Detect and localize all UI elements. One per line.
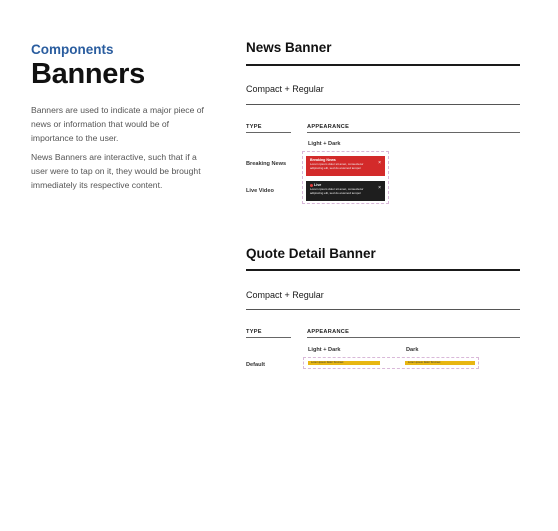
intro-paragraph-1: Banners are used to indicate a major piece of news or information that would be of importance to the user.: [31, 105, 204, 143]
variant-divider: [246, 104, 520, 105]
banner-examples-frame: [302, 151, 389, 204]
section-divider: [246, 64, 520, 66]
quote-banner-variant: Compact + Regular: [246, 290, 324, 300]
live-video-banner-title: Live: [314, 183, 322, 187]
breaking-news-banner[interactable]: [306, 156, 385, 176]
page-title: Banners: [31, 58, 145, 90]
type-column-header: TYPE: [246, 124, 262, 130]
appearance-column-header: APPEARANCE: [307, 124, 350, 130]
intro-panel: [31, 42, 209, 199]
breaking-news-banner-title: Breaking News: [310, 158, 336, 162]
variant-divider: [246, 309, 520, 310]
row-label-default: Default: [246, 362, 265, 368]
theme-label-light: Light + Dark: [308, 347, 341, 353]
appearance-column-rule: [307, 132, 520, 133]
section-eyebrow: Components: [31, 42, 114, 57]
appearance-column-rule: [307, 337, 520, 338]
intro-paragraph-2: News Banners are interactive, such that if a user were to tap on it, they would be brought immediately its respective content.: [31, 152, 201, 190]
quote-banner-section: [246, 246, 520, 376]
live-video-banner[interactable]: [306, 181, 385, 201]
type-column-rule: [246, 337, 291, 338]
news-banner-variant: Compact + Regular: [246, 84, 324, 94]
live-video-banner-text: Lorem ipsum dolor sit amet, consectetur adipiscing elit, sed do eiusmod tempor: [310, 187, 364, 195]
close-icon[interactable]: ×: [378, 160, 381, 166]
breaking-news-banner-text: Lorem ipsum dolor sit amet, consectetur adipiscing elit, sed do eiusmod tempor: [310, 162, 364, 170]
quote-banner-dark[interactable]: Lorem ipsum Dolor Sit Amet: [405, 361, 475, 365]
theme-label-dark: Dark: [406, 347, 419, 353]
news-banner-section: [246, 40, 520, 210]
type-column-header: TYPE: [246, 329, 262, 335]
row-label-breaking-news: Breaking News: [246, 161, 287, 167]
quote-banner-title: Quote Detail Banner: [246, 246, 376, 261]
news-banner-title: News Banner: [246, 40, 332, 55]
section-divider: [246, 269, 520, 271]
appearance-column-header: APPEARANCE: [307, 329, 350, 335]
quote-banner-examples-frame: [303, 357, 479, 369]
row-label-live-video: Live Video: [246, 188, 274, 194]
close-icon[interactable]: ×: [378, 185, 381, 191]
theme-label: Light + Dark: [308, 141, 341, 147]
type-column-rule: [246, 132, 291, 133]
quote-banner-light[interactable]: Lorem ipsum Dolor Sit Amet: [308, 361, 380, 365]
